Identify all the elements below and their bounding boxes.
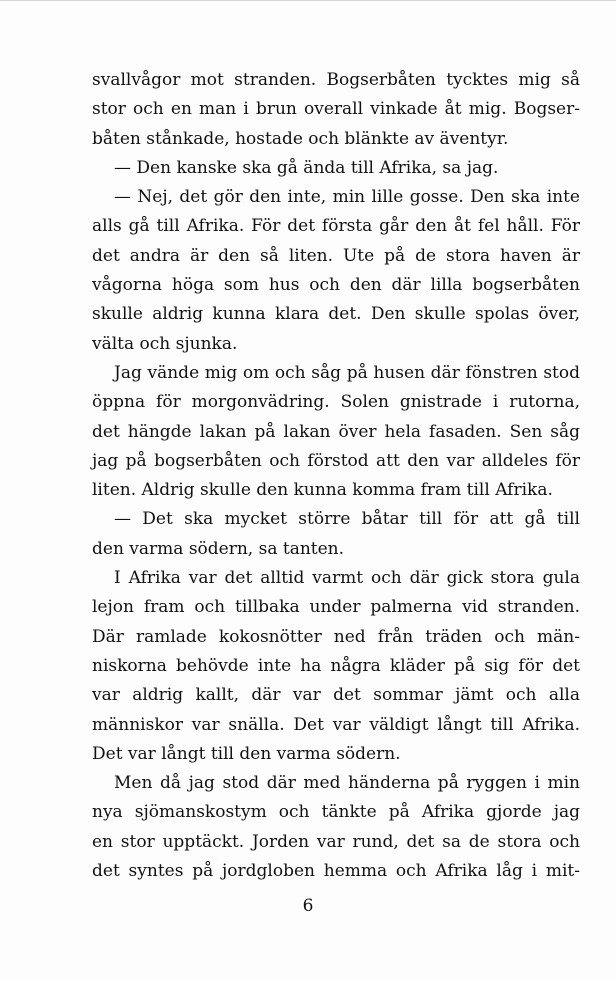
top-edge-divider — [0, 0, 616, 1]
text-line: stor och en man i brun overall vinkade åt mig. Bogser- — [92, 99, 580, 120]
text-line: — Den kanske ska gå ända till Afrika, sa jag. — [114, 157, 499, 178]
text-line: Det var långt till den varma södern. — [92, 743, 401, 764]
body-text — [92, 66, 580, 886]
text-line: I Afrika var det alltid varmt och där gick stora gula — [114, 568, 580, 589]
text-line: liten. Aldrig skulle den kunna komma fram till Afrika. — [92, 480, 553, 501]
text-line: skulle aldrig kunna klara det. Den skulle spolas över, — [92, 304, 580, 325]
text-line: var aldrig kallt, där var det sommar jämt och alla — [92, 685, 580, 706]
text-line: människor var snälla. Det var väldigt långt till Afrika. — [92, 714, 580, 735]
text-line: lejon fram och tillbaka under palmerna vid stranden. — [92, 597, 580, 618]
text-line: vågorna höga som hus och den där lilla bogserbåten — [92, 275, 580, 296]
text-line: det hängde lakan på lakan över hela fasaden. Sen såg — [92, 421, 580, 442]
text-line: välta och sjunka. — [92, 333, 238, 354]
text-line: niskorna behövde inte ha några kläder på sig för det — [92, 655, 580, 676]
page-number: 6 — [302, 896, 314, 916]
text-line: öppna för morgonvädring. Solen gnistrade i rutorna, — [92, 392, 580, 413]
text-line: det syntes på jordgloben hemma och Afrika låg i mit- — [92, 861, 580, 882]
text-line: alls gå till Afrika. För det första går den åt fel håll. För — [92, 216, 580, 237]
text-line: Men då jag stod där med händerna på ryggen i min — [114, 773, 580, 794]
text-line: Jag vände mig om och såg på husen där fönstren stod — [114, 362, 580, 383]
text-line: — Det ska mycket större båtar till för att gå till — [114, 509, 580, 530]
text-line: jag på bogserbåten och förstod att den var alldeles för — [92, 450, 580, 471]
text-line: nya sjömanskostym och tänkte på Afrika gjorde jag — [92, 802, 580, 823]
text-line: det andra är den så liten. Ute på de stora haven är — [92, 245, 580, 266]
text-line: båten stånkade, hostade och blänkte av äventyr. — [92, 128, 509, 149]
text-line: Där ramlade kokosnötter ned från träden och män- — [92, 626, 580, 647]
text-line: — Nej, det gör den inte, min lille gosse. Den ska inte — [114, 187, 580, 208]
text-line: den varma södern, sa tanten. — [92, 538, 345, 559]
text-line: en stor upptäckt. Jorden var rund, det sa de stora och — [92, 831, 580, 852]
text-line: svallvågor mot stranden. Bogserbåten tycktes mig så — [92, 70, 580, 90]
